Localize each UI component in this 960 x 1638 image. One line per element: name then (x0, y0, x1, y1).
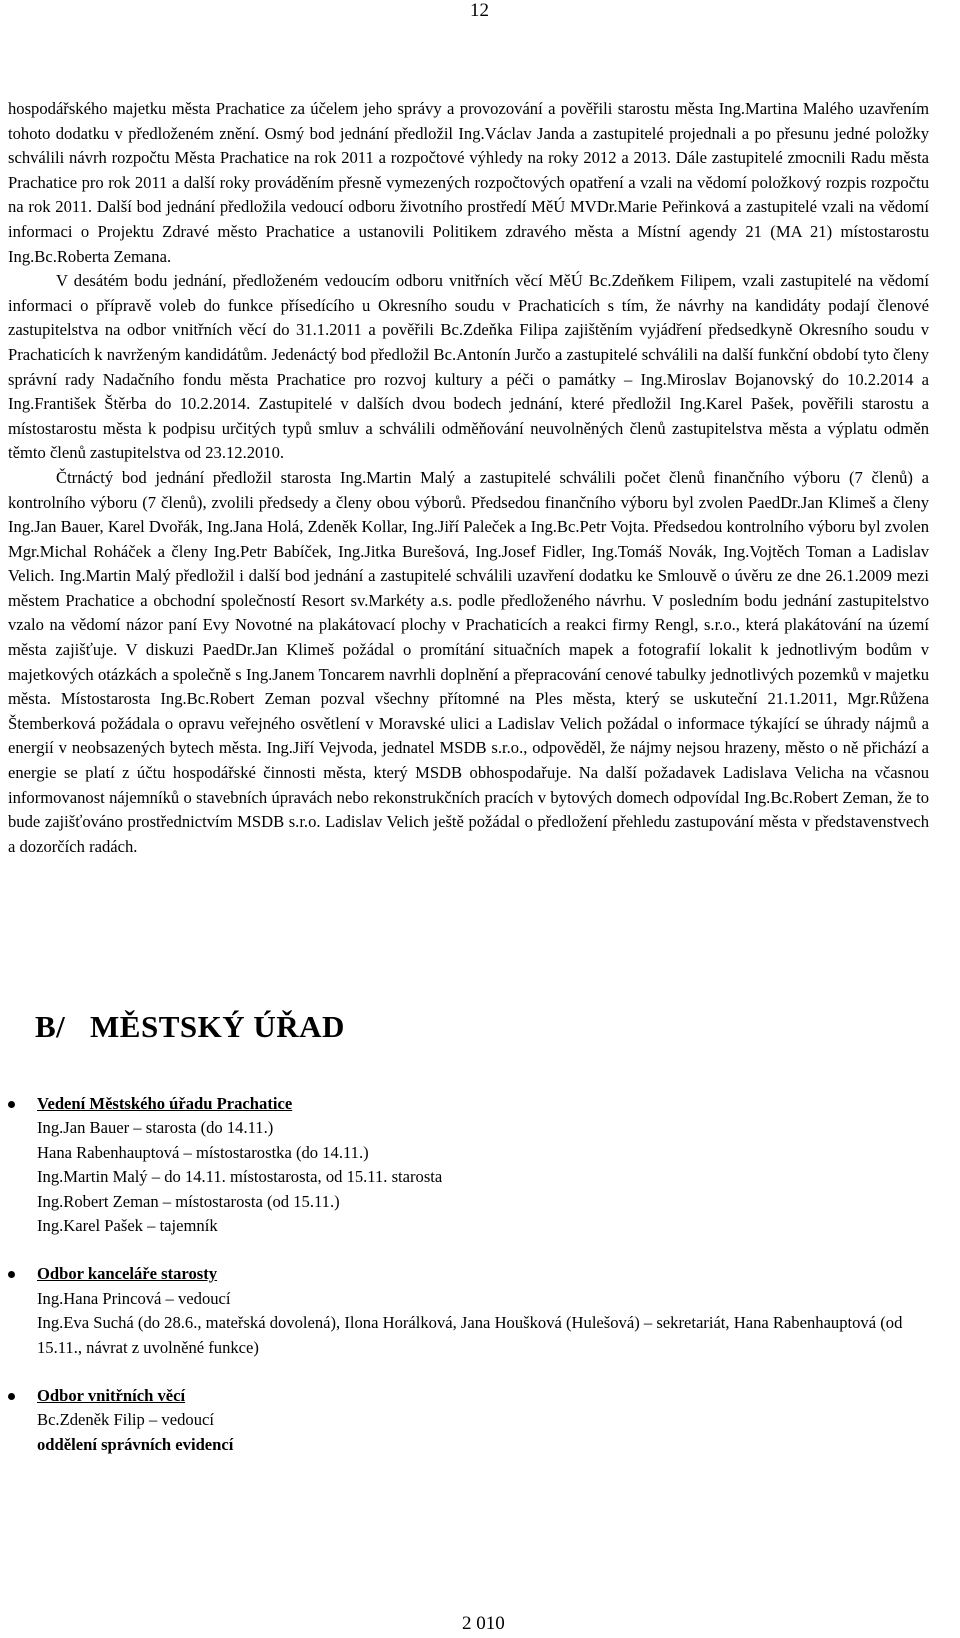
org-unit-member-line: Ing.Martin Malý – do 14.11. místostarosta, od 15.11. starosta (37, 1167, 443, 1187)
org-unit-title: Odbor vnitřních věcí (37, 1386, 186, 1406)
bullet-icon (8, 1101, 15, 1108)
body-paragraph: Čtrnáctý bod jednání předložil starosta Ing.Martin Malý a zastupitelé schválili počet členů finančního výboru (7 členů) a kontrolního výboru (7 členů), zvolili předsedy a členy obou výborů. Předsedou finančního výboru byl zvolen PaedDr.Jan Klimeš a členy Ing.Jan Bauer, Karel Dvořák, Ing.Jana Holá, Zdeněk Kollar, Ing.Jiří Paleček a Ing.Bc.Petr Vojta. Předsedou kontrolního výboru byl zvolen Mgr.Michal Roháček a členy Ing.Petr Babíček, Ing.Jitka Burešová, Ing.Josef Fidler, Ing.Tomáš Novák, Ing.Vojtěch Toman a Ladislav Velich. Ing.Martin Malý předložil i další bod jednání a zastupitelé schválili uzavření dodatku ke Smlouvě o úvěru ze dne 26.1.2009 mezi městem Prachatice a obchodní společností Resort sv.Markéty a.s. podle předloženého návrhu. V posledním bodu jednání zastupitelstvo vzalo na vědomí názor paní Evy Novotné na plakátovací plochy v Prachaticích a reakci firmy Rengl, s.r.o., která plakátování na území města zajišťuje. V diskuzi PaedDr.Jan Klimeš požádal o promítání situačních mapek a fotografií lokalit k jednotlivým bodům v majetkových otázkách a společně s Ing.Janem Toncarem navrhli doplnění a přepracování cenové tabulky jednotlivých pozemků v majetku města. Místostarosta Ing.Bc.Robert Zeman pozval všechny přítomné na Ples města, který se uskuteční 21.1.2011, Mgr.Růžena Štemberková požádala o opravu veřejného osvětlení v Moravské ulici a Ladislav Velich požádal o informace týkající se úhrady nájmů a energií v neobsazených bytech města. Ing.Jiří Vejvoda, jednatel MSDB s.r.o., odpověděl, že nájmy nejsou hrazeny, město o ně přichází a energie se platí z účtu hospodářské činnosti města, který MSDB obhospodařuje. Na další požadavek Ladislava Velicha na včasnou informovanost nájemníků o stavebních úpravách nebo rekonstrukčních pracích v bytových domech odpovídal Ing.Bc.Robert Zeman, že to bude zajišťováno prostřednictvím MSDB s.r.o. Ladislav Velich ještě požádal o předložení přehledu zastupování města v představenstvech a dozorčích radách. (8, 467, 929, 856)
section-heading: B/ MĚSTSKÝ ÚŘAD (35, 1009, 345, 1044)
org-unit-member-line: Ing.Hana Princová – vedoucí (37, 1288, 231, 1308)
org-unit-item (8, 1092, 929, 1238)
org-unit-title: Vedení Městského úřadu Prachatice (37, 1094, 293, 1113)
org-unit-member-line: Ing.Karel Pašek – tajemník (37, 1216, 218, 1236)
org-unit-subheading: oddělení správních evidencí (37, 1434, 234, 1454)
org-unit-member-line: Ing.Eva Suchá (do 28.6., mateřská dovolená), Ilona Horálková, Jana Houšková (Hulešová) – sekretariát, Hana Rabenhauptová (od 15.11., návrat z uvolněné funkce) (37, 1313, 903, 1357)
bullet-icon (8, 1271, 15, 1278)
org-unit-item (8, 1384, 929, 1457)
footer-year: 2 010 (462, 1613, 505, 1634)
org-unit-title: Odbor kanceláře starosty (37, 1264, 218, 1284)
chronicle-body-text (8, 97, 929, 859)
org-unit-member-line: Bc.Zdeněk Filip – vedoucí (37, 1410, 214, 1430)
org-unit-member-line: Hana Rabenhauptová – místostarostka (do 14.11.) (37, 1142, 369, 1162)
org-unit-member-line: Ing.Robert Zeman – místostarosta (od 15.11.) (37, 1191, 340, 1211)
body-paragraph: V desátém bodu jednání, předloženém vedoucím odboru vnitřních věcí MěÚ Bc.Zdeňkem Filipem, vzali zastupitelé na vědomí informaci o přípravě voleb do funkce přísedícího u Okresního soudu v Prachaticích s tím, že návrhy na kandidáty podají členové zastupitelstva na odbor vnitřních věcí do 31.1.2011 a pověřili Bc.Zdeňka Filipa zajištěním vyjádření předsedkyně Okresního soudu v Prachaticích k navrženým kandidátům. Jedenáctý bod předložil Bc.Antonín Jurčo a zastupitelé schválili na další funkční období tyto členy správní rady Nadačního fondu města Prachatice pro rozvoj kultury a péči o památky – Ing.Miroslav Bojanovský do 10.2.2014 a Ing.František Štěrba do 10.2.2014. Zastupitelé v dalších dvou bodech jednání, které předložil Ing.Karel Pašek, pověřili starostu a místostarostu města k podpisu určitých typů smluv a schválili odměňování neuvolněných členů zastupitelstva města a výplatu odměn těmto členů zastupitelstva od 23.12.2010. (8, 271, 929, 463)
organization-units-list (8, 1092, 929, 1481)
body-paragraph: hospodářského majetku města Prachatice za účelem jeho správy a provozování a pověřili starostu města Ing.Martina Malého uzavřením tohoto dodatku v předloženém znění. Osmý bod jednání předložil Ing.Václav Janda a zastupitelé projednali a po přesunu jedné položky schválili návrh rozpočtu Města Prachatice na rok 2011 a rozpočtové výhledy na roky 2012 a 2013. Dále zastupitelé zmocnili Radu města Prachatice pro rok 2011 a další roky prováděním přesně vymezených rozpočtových opatření a vzali na vědomí položkový rozpis rozpočtu na rok 2011. Další bod jednání předložila vedoucí odboru životního prostředí MěÚ MVDr.Marie Peřinková a zastupitelé vzali na vědomí informaci o Projektu Zdravé město Prachatice a ustanovili Politikem zdravého města a Místní agendy 21 (MA 21) místostarostu Ing.Bc.Roberta Zemana. (8, 99, 929, 266)
page-number: 12 (470, 0, 489, 21)
bullet-icon (8, 1393, 15, 1400)
org-unit-item (8, 1262, 929, 1360)
org-unit-member-line: Ing.Jan Bauer – starosta (do 14.11.) (37, 1118, 274, 1138)
